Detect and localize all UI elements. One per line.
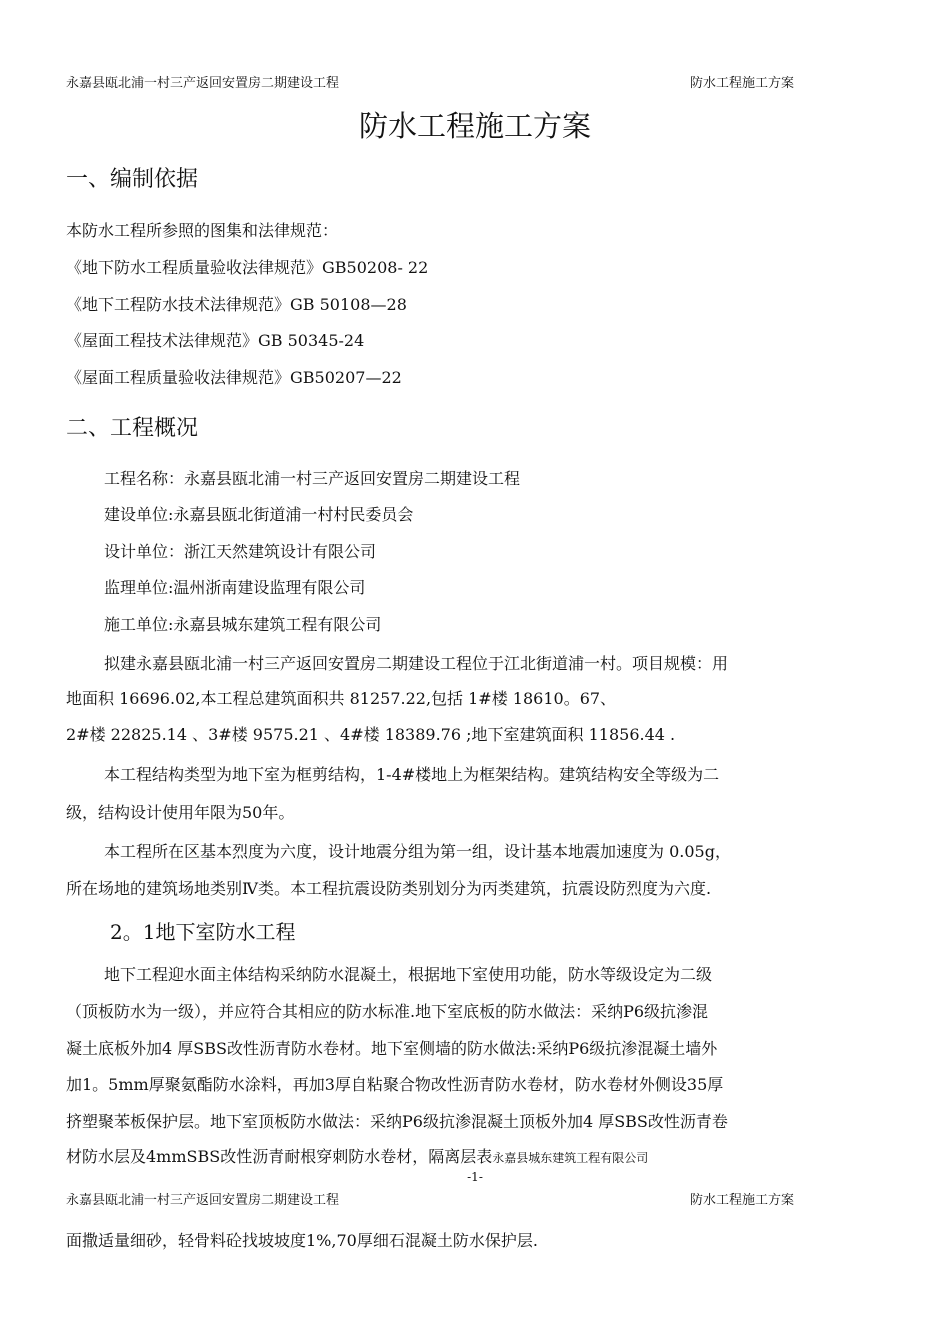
basement-paragraph-line (66, 1144, 648, 1167)
page-title: 防水工程施工方案 (358, 109, 591, 143)
section-heading-overview: 二、工程概况 (66, 416, 199, 441)
project-name: 工程名称：永嘉县瓯北浦一村三产返回安置房二期建设工程 (104, 469, 521, 488)
seismic-paragraph-line: 本工程所在区基本烈度为六度，设计地震分组为第一组，设计基本地震加速度为 0.05g， (104, 842, 731, 861)
header2-right: 防水工程施工方案 (690, 1193, 795, 1208)
basement-paragraph-line: 地下工程迎水面主体结构采纳防水混凝土，根据地下室使用功能，防水等级设定为二级 (104, 965, 713, 984)
structure-paragraph-line: 级，结构设计使用年限为50年。 (66, 803, 295, 822)
basement-paragraph-line: （顶板防水为一级），并应符合其相应的防水标准.地下室底板的防水做法：采纳P6级抗渗混 (66, 1002, 709, 1021)
continuation-line: 面撒适量细砂，轻骨料砼找坡坡度1%,70厚细石混凝土防水保护层. (66, 1231, 538, 1250)
header-left: 永嘉县瓯北浦一村三产返回安置房二期建设工程 (66, 76, 340, 91)
reference-item: 《屋面工程技术法律规范》GB 50345-24 (66, 331, 365, 350)
header2-left: 永嘉县瓯北浦一村三产返回安置房二期建设工程 (66, 1193, 340, 1208)
basement-paragraph-line: 加1。5mm厚聚氨酯防水涂料，再加3厚自粘聚合物改性沥青防水卷材，防水卷材外侧设35厚 (66, 1075, 724, 1094)
basement-paragraph-line: 凝土底板外加4 厚SBS改性沥青防水卷材。地下室侧墙的防水做法:采纳P6级抗渗混凝土墙外 (66, 1039, 718, 1058)
supervision-unit: 监理单位:温州浙南建设监理有限公司 (104, 578, 366, 597)
reference-item: 《地下工程防水技术法律规范》GB 50108—28 (66, 295, 407, 314)
design-unit: 设计单位：浙江天然建筑设计有限公司 (104, 542, 377, 561)
basement-paragraph-text: 材防水层及4mmSBS改性沥青耐根穿刺防水卷材，隔离层表 (66, 1147, 493, 1166)
structure-paragraph-line: 本工程结构类型为地下室为框剪结构，1-4#楼地上为框架结构。建筑结构安全等级为二 (104, 765, 720, 784)
contractor-unit: 施工单位:永嘉县城东建筑工程有限公司 (104, 615, 382, 634)
construction-unit: 建设单位:永嘉县瓯北街道浦一村村民委员会 (104, 505, 414, 524)
scale-paragraph-line: 2#楼 22825.14 、3#楼 9575.21 、4#楼 18389.76 ;地下室建筑面积 11856.44 . (66, 725, 676, 744)
seismic-paragraph-line: 所在场地的建筑场地类别Ⅳ类。本工程抗震设防类别划分为丙类建筑，抗震设防烈度为六度. (66, 879, 712, 898)
section-heading-basement: 2。1地下室防水工程 (110, 920, 296, 944)
reference-item: 《地下防水工程质量验收法律规范》GB50208- 22 (66, 258, 429, 277)
reference-item: 《屋面工程质量验收法律规范》GB50207—22 (66, 368, 402, 387)
header-right: 防水工程施工方案 (690, 76, 795, 91)
basement-paragraph-line: 挤塑聚苯板保护层。地下室顶板防水做法：采纳P6级抗渗混凝土顶板外加4 厚SBS改性沥青卷 (66, 1112, 728, 1131)
page-number: -1- (467, 1170, 483, 1184)
scale-paragraph-line: 地面积 16696.02,本工程总建筑面积共 81257.22,包括 1#楼 18610。67、 (66, 689, 617, 708)
section-heading-basis: 一、编制依据 (66, 167, 199, 192)
footer-company: 永嘉县城东建筑工程有限公司 (492, 1151, 649, 1165)
references-intro: 本防水工程所参照的图集和法律规范： (66, 221, 339, 240)
scale-paragraph-line: 拟建永嘉县瓯北浦一村三产返回安置房二期建设工程位于江北街道浦一村。项目规模：用 (104, 654, 729, 673)
